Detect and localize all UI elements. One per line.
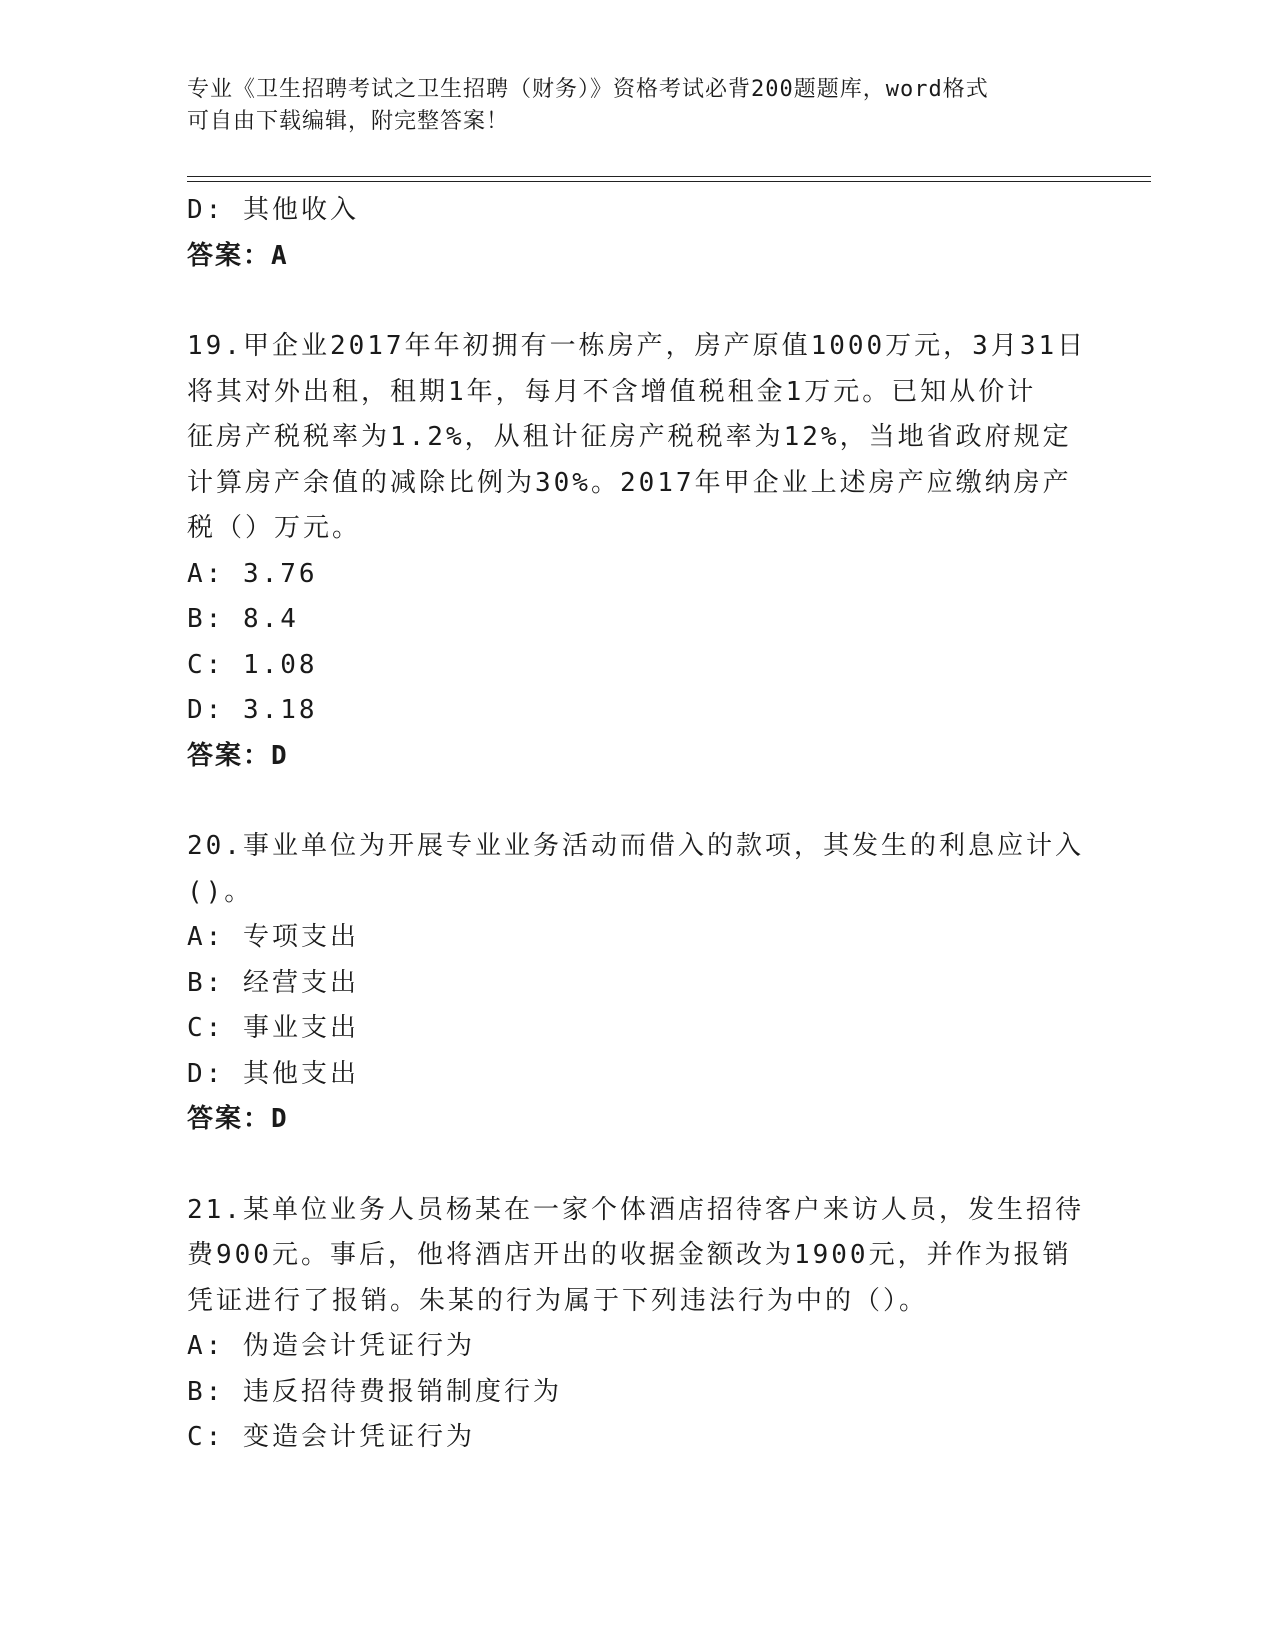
question-21	[187, 1188, 1087, 1461]
question-20	[187, 824, 1087, 1143]
answer-line: 答案：D	[187, 1104, 289, 1134]
option-d: D: 其他支出	[187, 1058, 359, 1089]
option-a: A: 伪造会计凭证行为	[187, 1331, 475, 1361]
page-header	[187, 74, 1067, 138]
stem-line: 20.事业单位为开展专业业务活动而借入的款项，其发生的利息应计入	[187, 831, 1084, 861]
option-b: B: 经营支出	[187, 967, 359, 998]
stem-line: 计算房产余值的减除比例为30%。2017年甲企业上述房产应缴纳房产	[187, 467, 1072, 498]
question-19	[187, 324, 1087, 779]
option-c: C: 变造会计凭证行为	[187, 1422, 475, 1452]
option-a: A: 3.76	[187, 558, 318, 589]
header-line-2: 可自由下载编辑，附完整答案！	[187, 109, 510, 134]
option-d: D: 3.18	[187, 695, 318, 725]
answer-line: 答案：D	[187, 740, 289, 771]
previous-question-tail	[187, 188, 1087, 279]
stem-line: 将其对外出租，租期1年，每月不含增值税租金1万元。已知从价计	[187, 376, 1037, 407]
stem-line: 税（）万元。	[187, 513, 362, 543]
stem-line: ()。	[187, 876, 254, 907]
header-double-rule	[187, 176, 1151, 182]
answer-line: 答案：A	[187, 240, 289, 271]
option-b: B: 违反招待费报销制度行为	[187, 1376, 562, 1407]
header-line-1: 专业《卫生招聘考试之卫生招聘（财务）》资格考试必背200题题库，word格式	[187, 77, 989, 102]
option-b: B: 8.4	[187, 604, 299, 634]
stem-line: 费900元。事后，他将酒店开出的收据金额改为1900元，并作为报销	[187, 1240, 1072, 1270]
stem-line: 21.某单位业务人员杨某在一家个体酒店招待客户来访人员，发生招待	[187, 1194, 1084, 1225]
option-c: C: 1.08	[187, 649, 318, 680]
stem-line: 19.甲企业2017年年初拥有一栋房产，房产原值1000万元，3月31日	[187, 331, 1087, 361]
question-stem	[187, 824, 1087, 915]
option-d: D: 其他收入	[187, 195, 359, 225]
question-stem	[187, 324, 1087, 552]
option-c: C: 事业支出	[187, 1013, 359, 1043]
stem-line: 凭证进行了报销。朱某的行为属于下列违法行为中的（）。	[187, 1285, 929, 1316]
question-stem	[187, 1188, 1087, 1325]
stem-line: 征房产税税率为1.2%，从租计征房产税税率为12%，当地省政府规定	[187, 422, 1072, 452]
question-content	[187, 188, 1087, 1461]
option-a: A: 专项支出	[187, 922, 359, 952]
